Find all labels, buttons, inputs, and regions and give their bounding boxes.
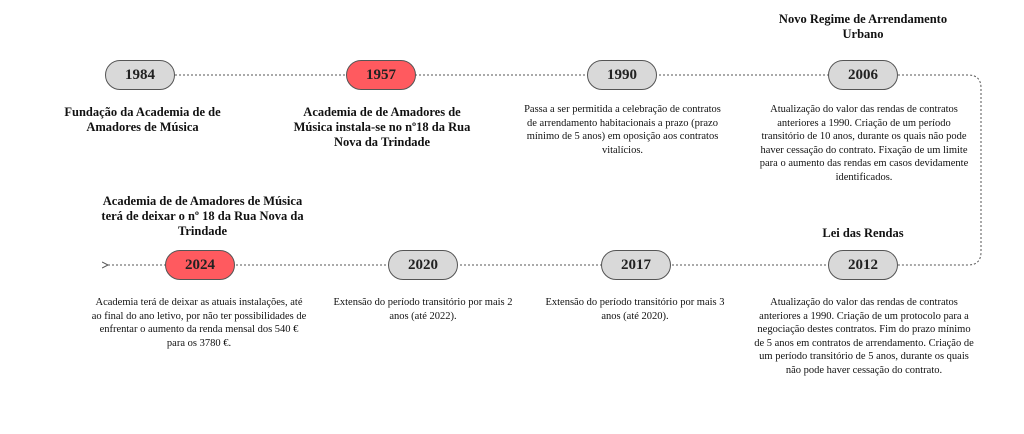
- event-desc-1990: Passa a ser permitida a celebração de contratos de arrendamento habitacionais a prazo (prazo mínimo de 5 anos) em oposição aos contratos vitalícios.: [524, 104, 721, 156]
- event-title-2006: Novo Regime de Arrendamento Urbano: [778, 12, 948, 41]
- event-title-2024: Academia de de Amadores de Música terá de deixar o nº 18 da Rua Nova da Trindade: [101, 194, 304, 238]
- year-pill-2012: 2012: [828, 250, 898, 280]
- year-pill-1990: 1990: [587, 60, 657, 90]
- year-pill-1984: 1984: [105, 60, 175, 90]
- event-title-1984: Fundação da Academia de de Amadores de Música: [64, 105, 221, 134]
- year-pill-2024: 2024: [165, 250, 235, 280]
- year-pill-2006: 2006: [828, 60, 898, 90]
- event-desc-2012: Atualização do valor das rendas de contratos anteriores a 1990. Criação de um protocolo para a negociação destes contratos. Fim do prazo mínimo de 5 anos em contratos de arrendamento. Criação de um período transitório de 5 anos, durante os quais não pode haver cessação do contrato.: [754, 297, 974, 376]
- event-title-2012: Lei das Rendas: [822, 226, 904, 240]
- event-desc-2017: Extensão do período transitório por mais 3 anos (até 2020).: [545, 297, 725, 322]
- year-pill-1957: 1957: [346, 60, 416, 90]
- year-pill-2017: 2017: [601, 250, 671, 280]
- event-title-1957: Academia de de Amadores de Música instala-se no nº18 da Rua Nova da Trindade: [293, 105, 471, 149]
- event-desc-2006: Atualização do valor das rendas de contratos anteriores a 1990. Criação de um período transitório de 10 anos, durante os quais não pode haver cessação do contrato. Fixação de um limite para o aumento das rendas em casos devidamente identificados.: [759, 104, 969, 183]
- event-desc-2024: Academia terá de deixar as atuais instalações, até ao final do ano letivo, por não ter possibilidades de enfrentar o aumento da renda mensal dos 540 € para os 3780 €.: [91, 297, 307, 349]
- year-pill-2020: 2020: [388, 250, 458, 280]
- event-desc-2020: Extensão do período transitório por mais 2 anos (até 2022).: [333, 297, 513, 322]
